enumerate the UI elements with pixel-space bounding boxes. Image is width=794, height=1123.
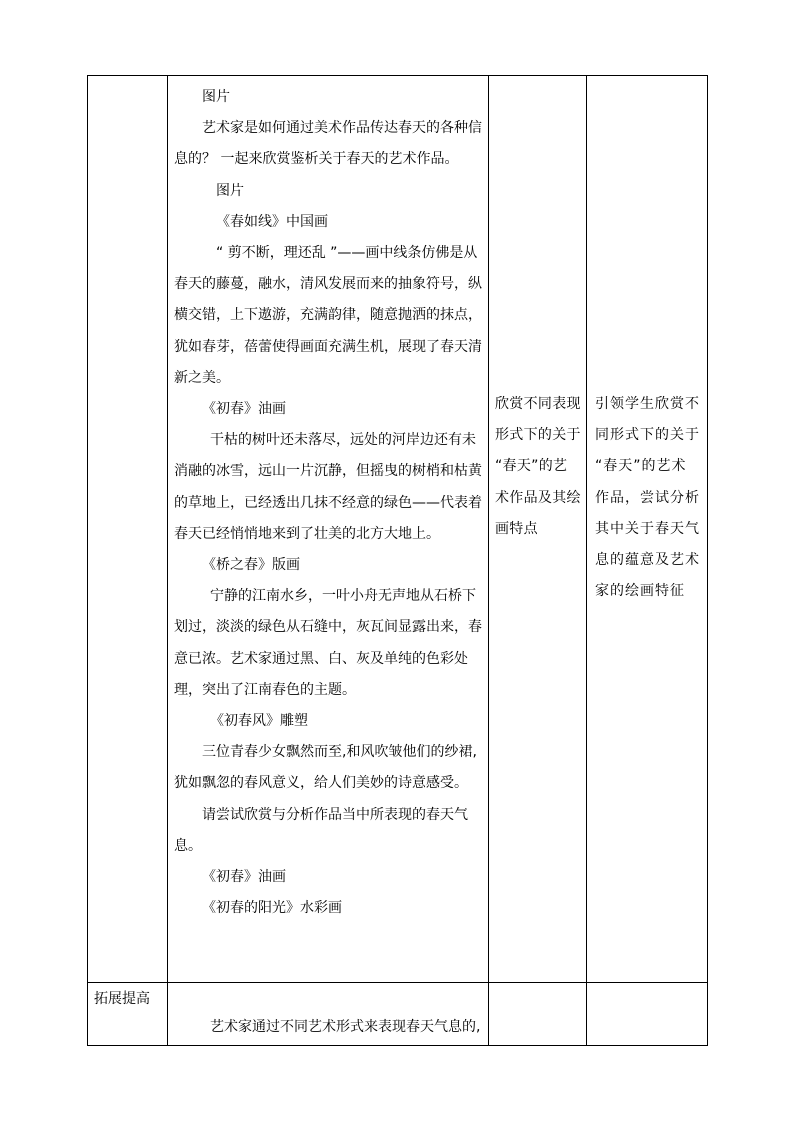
stage-label: 拓展提高 [94, 991, 150, 1007]
stage-cell [88, 76, 168, 983]
content-paragraph: 干枯的树叶还未落尽，远处的河岸边还有未消融的冰雪，远山一片沉静，但摇曳的树梢和枯黄的草地上，已经透出几抹不经意的绿色——代表着春天已经悄悄地来到了壮美的北方大地上。 [174, 432, 482, 542]
student-activity-line: 画特点 [495, 520, 538, 537]
teaching-content [168, 76, 488, 924]
student-activity-line: 欣赏不同表现 [495, 396, 581, 412]
design-intent-line: 作品，尝试分析 [595, 489, 700, 506]
content-paragraph: 《初春风》雕塑 [210, 713, 308, 730]
stage-cell [88, 983, 168, 1046]
content-cell [168, 983, 489, 1046]
design-intent-cell [587, 76, 708, 983]
design-intent-cell [587, 983, 708, 1046]
content-paragraph: 三位青春少女飘然而至,和风吹皱他们的纱裙,犹如飘忽的春风意义，给人们美妙的诗意感受。 [174, 744, 477, 792]
content-paragraph: 《初春的阳光》水彩画 [202, 900, 342, 917]
student-activity-cell [489, 76, 587, 983]
lesson-plan-table [87, 75, 708, 1046]
content-cell [168, 76, 489, 983]
content-paragraph: 宁静的江南水乡，一叶小舟无声地从石桥下划过，淡淡的绿色从石缝中，灰瓦间显露出来，春意已浓。艺术家通过黑、白、灰及单纯的色彩处理，突出了江南春色的主题。 [174, 588, 482, 698]
design-intent-line: 息的蕴意及艺术 [595, 552, 700, 569]
student-activity-text [489, 389, 586, 545]
design-intent-line: 家的绘画特征 [595, 583, 685, 600]
extension-text: 艺术家通过不同艺术形式来表现春天气息的, [210, 1019, 481, 1035]
design-intent-line: 其中关于春天气 [595, 520, 700, 537]
table-row [88, 76, 708, 983]
student-activity-cell [489, 983, 587, 1046]
table-row [88, 983, 708, 1046]
design-intent-line: 同形式下的关于 [595, 427, 700, 444]
content-paragraph: 《桥之春》版画 [202, 557, 300, 574]
content-paragraph: 《初春》油画 [202, 869, 286, 886]
content-paragraph: 《春如线》中国画 [216, 213, 328, 230]
content-paragraph: “ 剪不断，理还乱 ”——画中线条仿佛是从春天的藤蔓，融水，清风发展而来的抽象符号，纵横交错，上下遨游，充满韵律，随意抛洒的抹点，犹如春芽，蓓蕾使得画面充满生机，展现了春天清新之美。 [174, 245, 482, 386]
student-activity-line: 术作品及其绘 [495, 489, 581, 506]
design-intent-line: 引领学生欣赏不 [595, 396, 700, 412]
design-intent-text [587, 389, 707, 607]
content-paragraph: 图片 [216, 182, 244, 199]
content-paragraph: 《初春》油画 [202, 401, 286, 418]
content-paragraph: 图片 [202, 89, 230, 105]
student-activity-line: “春天”的艺 [495, 458, 568, 475]
content-paragraph: 艺术家是如何通过美术作品传达春天的各种信息的？ 一起来欣赏鉴析关于春天的艺术作品。 [174, 120, 482, 168]
content-paragraph: 请尝试欣赏与分析作品当中所表现的春天气息。 [174, 806, 468, 854]
design-intent-line: “春天”的艺术 [595, 458, 687, 475]
student-activity-line: 形式下的关于 [495, 427, 581, 444]
